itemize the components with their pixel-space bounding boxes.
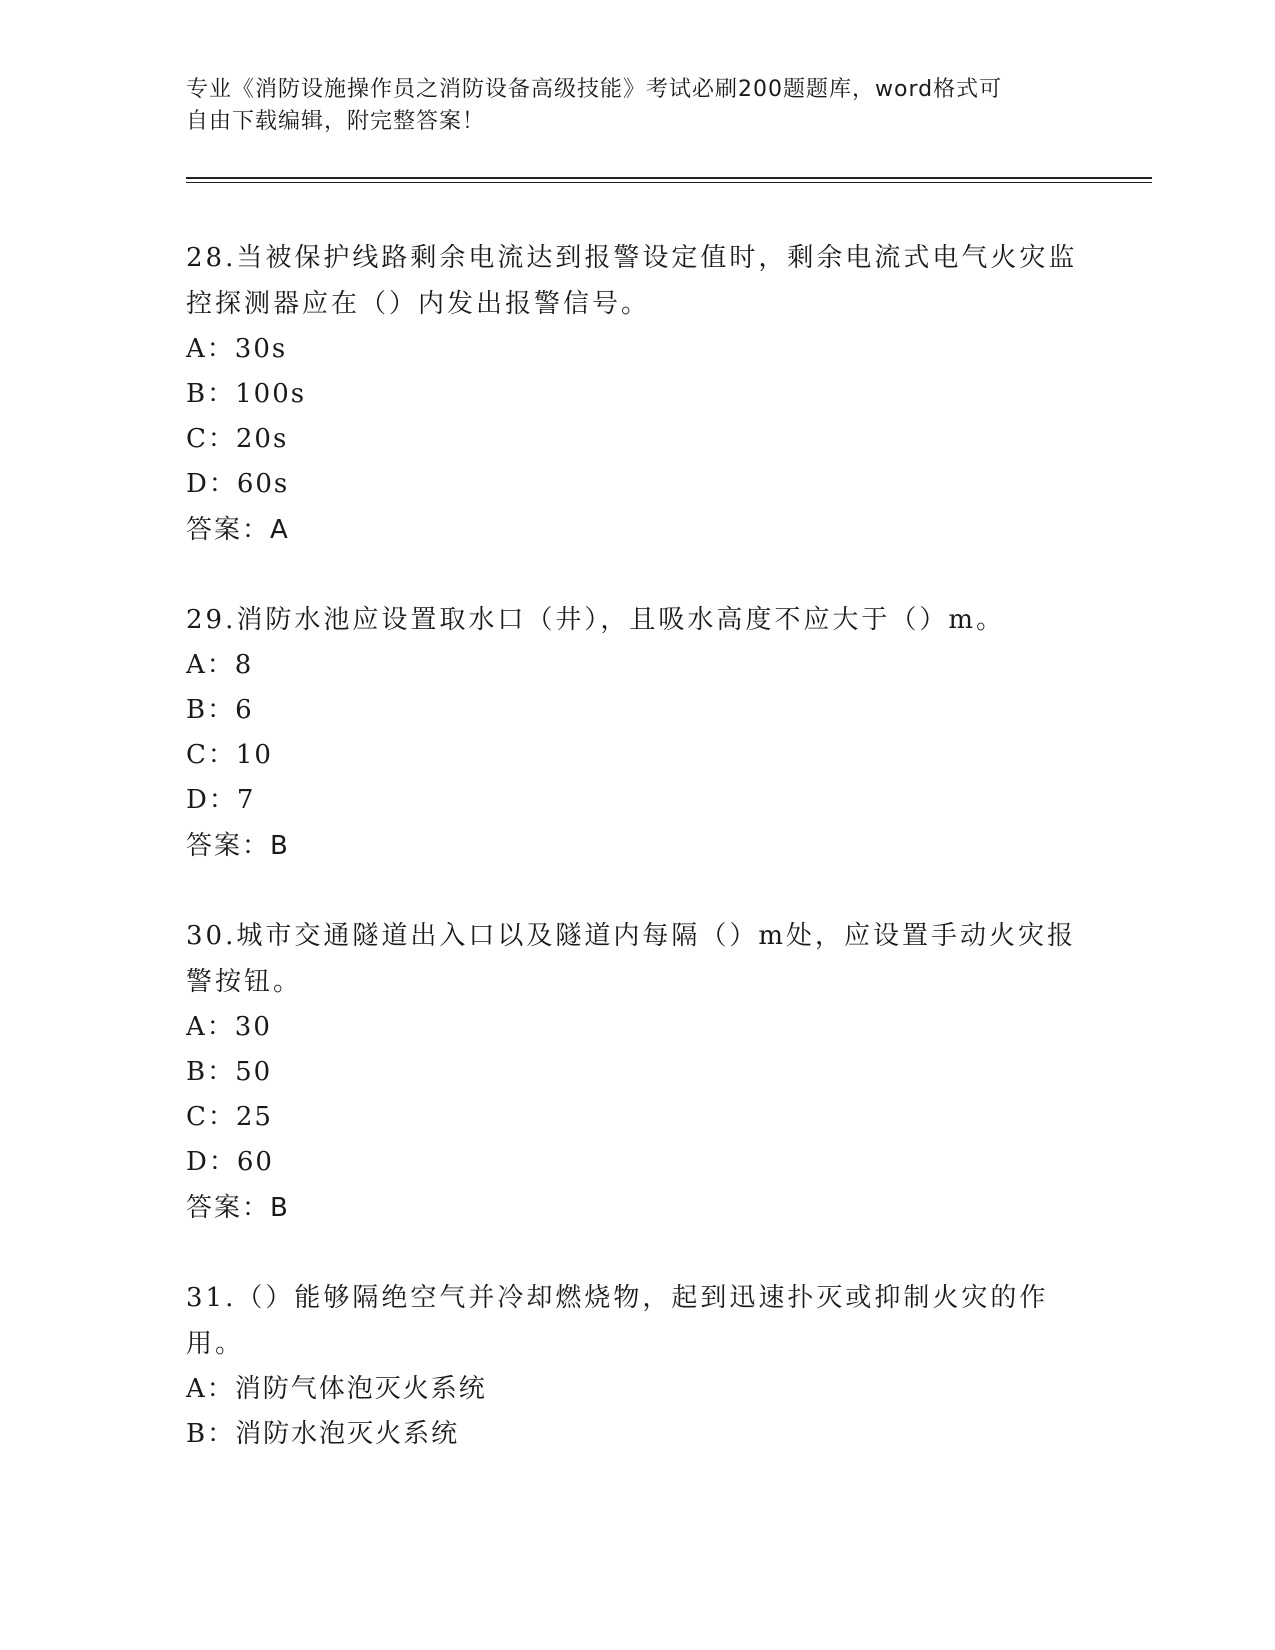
question-list (186, 235, 1086, 1501)
option-c: C：10 (186, 740, 273, 770)
option-d: D：7 (186, 785, 256, 815)
option-b: B：100s (186, 379, 307, 409)
header-divider-thick (186, 177, 1152, 179)
answer: 答案：B (186, 831, 290, 861)
option-a: A：消防气体泡灭火系统 (186, 1374, 487, 1404)
question-30 (186, 913, 1086, 1231)
header-divider-thin (186, 182, 1152, 183)
option-a: A：30s (186, 334, 288, 364)
option-a: A：30 (186, 1012, 272, 1042)
option-b: B：6 (186, 695, 254, 725)
question-stem: 30.城市交通隧道出入口以及隧道内每隔（）m处，应设置手动火灾报警按钮。 (186, 921, 1077, 997)
option-c: C：20s (186, 424, 289, 454)
header-line-1: 专业《消防设施操作员之消防设备高级技能》考试必刷200题题库，word格式可 (186, 77, 1003, 102)
question-stem: 31.（）能够隔绝空气并冷却燃烧物，起到迅速扑灭或抑制火灾的作用。 (186, 1283, 1049, 1359)
question-31 (186, 1275, 1086, 1457)
option-d: D：60 (186, 1147, 274, 1177)
question-29 (186, 597, 1086, 869)
question-stem: 29.消防水池应设置取水口（井），且吸水高度不应大于（）m。 (186, 605, 1006, 635)
option-c: C：25 (186, 1102, 273, 1132)
option-a: A：8 (186, 650, 254, 680)
answer: 答案：A (186, 515, 290, 545)
document-header (186, 74, 1066, 138)
header-line-2: 自由下载编辑，附完整答案！ (186, 109, 486, 134)
question-28 (186, 235, 1086, 553)
question-stem: 28.当被保护线路剩余电流达到报警设定值时，剩余电流式电气火灾监控探测器应在（）内发出报警信号。 (186, 243, 1078, 319)
answer: 答案：B (186, 1193, 290, 1223)
option-b: B：消防水泡灭火系统 (186, 1419, 460, 1449)
option-d: D：60s (186, 469, 290, 499)
option-b: B：50 (186, 1057, 273, 1087)
